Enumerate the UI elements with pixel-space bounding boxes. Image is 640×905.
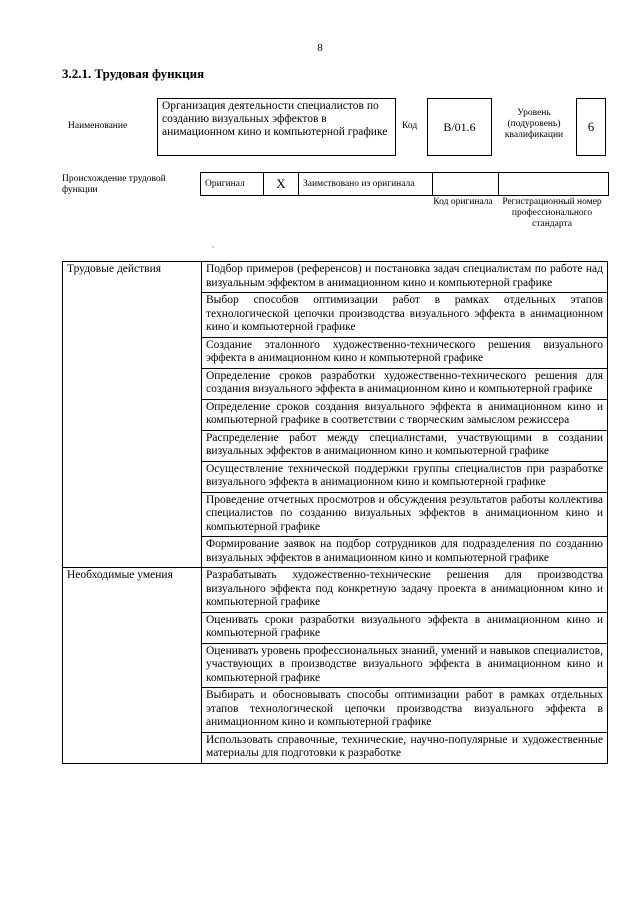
requirement-item: Оценивать сроки разработки визуального эффекта в анимационном кино и компьютерной графике bbox=[202, 612, 608, 643]
requirement-item: Выбор способов оптимизации работ в рамках отдельных этапов технологической цепочки производства визуального эффекта в анимационном кино и компьютерной графике bbox=[202, 293, 608, 338]
requirement-item: Распределение работ между специалистами, участвующими в создании визуальных эффектов в анимационном кино и компьютерной графике bbox=[202, 430, 608, 461]
requirement-item: Выбирать и обосновывать способы оптимизации работ в рамках отдельных этапов технологической цепочки производства визуального эффекта в анимационном кино и компьютерной графике bbox=[202, 688, 608, 733]
code-value: B/01.6 bbox=[443, 119, 476, 134]
original-label-cell bbox=[201, 173, 264, 196]
table-row bbox=[63, 568, 608, 613]
section-heading: 3.2.1. Трудовая функция bbox=[62, 66, 205, 81]
borrowed-label-cell bbox=[299, 173, 433, 196]
requirement-item: Определение сроков разработки художественно-технического решения для создания визуального эффекта в анимационном кино и компьютерной графике bbox=[202, 368, 608, 399]
code-label: Код bbox=[402, 121, 418, 131]
requirement-item: Оценивать уровень профессиональных знаний, умений и навыков специалистов, участвующих в производстве визуального эффекта в анимационном кино и компьютерной графике bbox=[202, 643, 608, 688]
requirement-item: Определение сроков создания визуального эффекта в анимационном кино и компьютерной графике в соответствии с творческим замыслом режиссера bbox=[202, 399, 608, 430]
origin-table bbox=[200, 172, 609, 196]
requirement-item: Осуществление технической поддержки группы специалистов при разработке визуального эффекта в анимационном кино и компьютерной графике bbox=[202, 461, 608, 492]
page-number: 8 bbox=[317, 42, 323, 54]
code-original-label: Код оригинала bbox=[433, 197, 493, 207]
function-name: Организация деятельности специалистов по созданию визуальных эффектов в анимационном кино и компьютерной графике bbox=[162, 100, 388, 138]
requirements-table bbox=[62, 261, 608, 764]
requirement-item: Разрабатывать художественно-технические решения для производства визуального эффекта под конкретную задачу проекта в анимационном кино и компьютерной графике bbox=[202, 568, 608, 613]
requirement-item: Формирование заявок на подбор сотрудников для подразделения по созданию визуальных эффектов в анимационном кино и компьютерной графике bbox=[202, 537, 608, 568]
level-value: 6 bbox=[587, 119, 595, 134]
reg-number-cell bbox=[499, 173, 609, 196]
name-label: Наименование bbox=[68, 121, 128, 131]
origin-label: Происхождение трудовой функции bbox=[62, 174, 166, 195]
level-label: Уровень (подуровень) квалификации bbox=[504, 108, 564, 140]
requirement-item: Подбор примеров (референсов) и постановка задач специалистам по работе над визуальным эффектом в анимационном кино и компьютерной графике bbox=[202, 262, 608, 293]
original-label: Оригинал bbox=[205, 179, 245, 189]
requirement-item: Проведение отчетных просмотров и обсуждения результатов работы коллектива специалистов по созданию визуальных эффектов в анимационном кино и компьютерной графике bbox=[202, 492, 608, 537]
code-original-cell bbox=[433, 173, 499, 196]
function-name-box bbox=[157, 98, 396, 156]
reg-number-label: Регистрационный номер профессионального стандарта bbox=[502, 197, 602, 229]
code-box bbox=[427, 98, 492, 156]
table-row bbox=[63, 262, 608, 293]
original-mark-cell bbox=[264, 173, 299, 196]
requirement-item: Создание эталонного художественно-технического решения визуального эффекта в анимационном кино и компьютерной графике bbox=[202, 337, 608, 368]
requirement-item: Использовать справочные, технические, научно-популярные и художественные материалы для подготовки к разработке bbox=[202, 732, 608, 763]
borrowed-label: Заимствовано из оригинала bbox=[303, 179, 415, 189]
level-box bbox=[576, 98, 606, 156]
section-title: Трудовые действия bbox=[63, 262, 202, 568]
section-title: Необходимые умения bbox=[63, 568, 202, 764]
original-mark: X bbox=[276, 176, 286, 191]
scan-speck bbox=[212, 246, 214, 248]
